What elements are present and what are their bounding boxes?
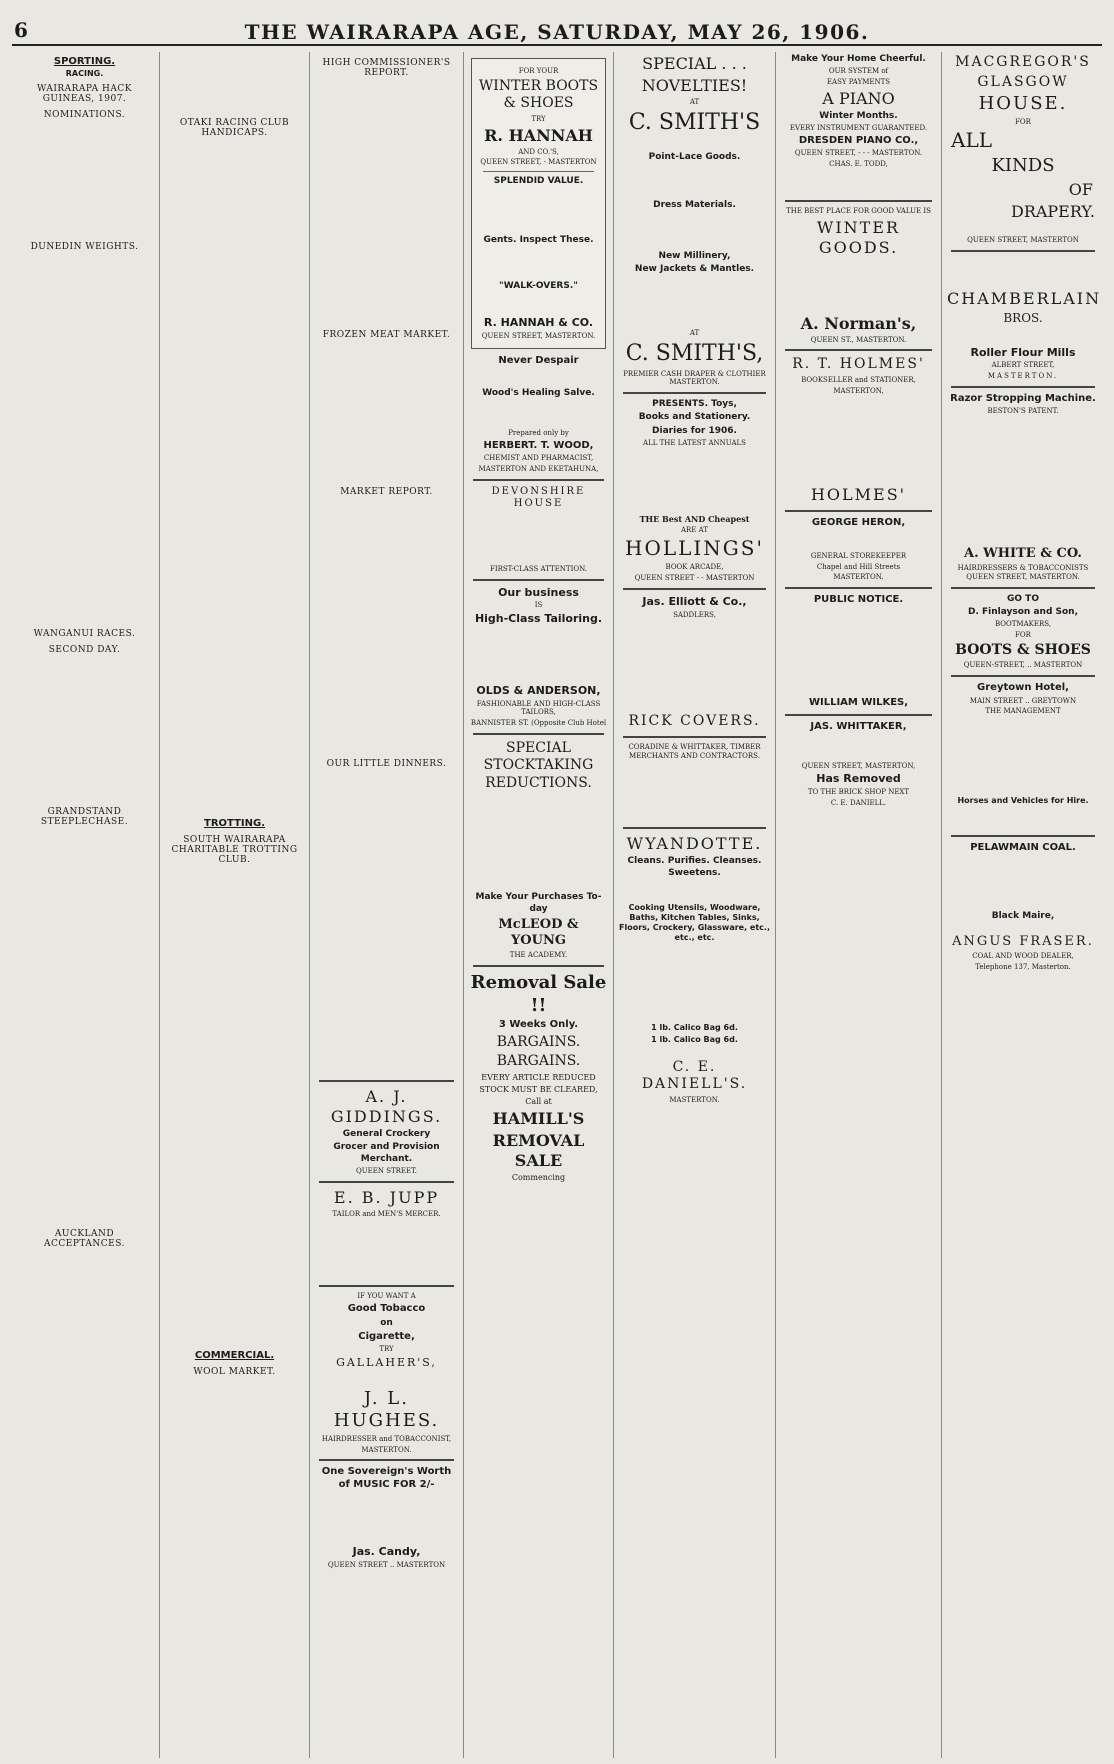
ad-headline: Make Your Home Cheerful. — [791, 54, 926, 64]
ad-headline: NOVELTIES! — [641, 76, 748, 95]
ad-address: QUEEN STREET, - - - MASTERTON. — [794, 149, 923, 158]
ad-line: FASHIONABLE AND HIGH-CLASS TAILORS, — [476, 699, 601, 717]
divider — [951, 675, 1095, 677]
ad-headline: Razor Stropping Machine. — [950, 392, 1096, 404]
ad-line: BOOTMAKERS, — [994, 620, 1052, 629]
ad-hughes-town: MASTERTON. — [361, 1445, 412, 1454]
divider — [785, 587, 932, 589]
ad-name: JAS. WHITTAKER, — [810, 721, 907, 732]
ad-line: HAIRDRESSERS & TOBACCONISTS QUEEN STREET, MASTERTON. — [957, 564, 1089, 581]
ad-name: BROS. — [1003, 310, 1043, 325]
ad-name: MACGREGOR'S — [955, 54, 1091, 70]
ad-subhead: "WALK-OVERS." — [499, 280, 578, 291]
divider — [319, 1285, 454, 1287]
ad-line: COAL AND WOOD DEALER, — [972, 952, 1074, 960]
ad-address: MASTERTON. — [987, 372, 1059, 380]
ad-headline: BOOTS & SHOES — [955, 641, 1091, 658]
divider — [951, 587, 1095, 589]
article-heading: WOOL MARKET. — [193, 1367, 276, 1377]
ad-music: One Sovereign's Worth of MUSIC FOR 2/- — [321, 1466, 452, 1490]
ad-headline: PUBLIC NOTICE. — [813, 594, 904, 605]
ad-crockery: General Crockery — [342, 1129, 431, 1139]
ad-address: QUEEN-STREET, .. MASTERTON — [963, 661, 1083, 670]
ad-name: HAMILL'S — [492, 1108, 585, 1128]
ad-address: MASTERTON. — [669, 1095, 720, 1104]
ad-subhead: Cleans. Purifies. Cleanses. Sweetens. — [627, 856, 762, 878]
ad-line: TRY — [531, 114, 546, 123]
ad-name: HOUSE. — [978, 93, 1068, 114]
ad-line: Commencing — [511, 1172, 566, 1182]
ad-headline: BARGAINS. — [496, 1053, 581, 1069]
ad-line: PREMIER CASH DRAPER & CLOTHIER MASTERTON. — [623, 369, 766, 387]
ad-candy: Jas. Candy, — [352, 1545, 421, 1559]
ad-line: CHAS. E. TODD, — [829, 160, 888, 168]
ad-subhead: 1 lb. Calico Bag 6d. — [651, 1034, 738, 1044]
ad-address: ALBERT STREET, — [991, 361, 1055, 370]
ad-line: EVERY ARTICLE REDUCED — [481, 1072, 596, 1082]
ad-hughes-trade: HAIRDRESSER and TOBACCONIST, — [321, 1434, 452, 1443]
ad-subhead: Cooking Utensils, Woodware, Baths, Kitchen Tables, Sinks, Floors, Crockery, Glassware, etc., etc., etc. — [619, 902, 770, 942]
ad-address: BANNISTER ST. (Opposite Club Hotel — [470, 719, 607, 727]
newspaper-title: THE WAIRARAPA AGE, SATURDAY, MAY 26, 1906. — [244, 20, 870, 44]
ad-name: OLDS & ANDERSON, — [476, 683, 601, 697]
ad-hughes: J. L. HUGHES. — [333, 1387, 440, 1432]
ad-line: C. E. DANIELL. — [830, 798, 887, 807]
ad-headline: Has Removed — [816, 772, 901, 786]
divider — [319, 1181, 454, 1183]
column-racing — [160, 52, 310, 1758]
ad-address: QUEEN STREET - - MASTERTON — [634, 574, 755, 582]
ad-subhead: Make Your Purchases To-day — [475, 892, 602, 914]
ad-address: MASTERTON. — [833, 573, 884, 582]
ad-line: AND CO.'S, — [518, 147, 559, 156]
ad-hannah-boots — [471, 58, 606, 349]
divider — [785, 200, 932, 202]
ad-name: C. SMITH'S — [628, 109, 761, 135]
column-ads-c — [776, 52, 942, 1758]
ad-address: QUEEN ST., MASTERTON. — [810, 335, 907, 344]
commercial-heading: COMMERCIAL. — [194, 1350, 275, 1361]
ad-name: A. Norman's, — [800, 313, 917, 333]
ad-name: DRESDEN PIANO CO., — [798, 134, 919, 146]
ad-subhead: New Millinery, — [658, 250, 731, 261]
ad-line: IS — [534, 601, 543, 610]
column-ads-d — [942, 52, 1104, 1758]
ad-jupp-trade: TAILOR and MEN'S MERCER. — [332, 1209, 441, 1218]
ad-jupp-name: E. B. JUPP — [333, 1187, 440, 1207]
divider — [623, 392, 766, 394]
ad-headline: OF — [1068, 179, 1093, 199]
divider — [473, 733, 604, 735]
ad-line: FOR — [1015, 117, 1031, 126]
ad-name: HERBERT. T. WOOD, — [483, 439, 594, 451]
divider — [785, 510, 932, 512]
divider — [473, 579, 604, 581]
ad-address: MASTERTON AND EKETAHUNA, — [478, 465, 599, 473]
ad-line: FOR — [1015, 631, 1031, 639]
ad-headline: SPECIAL . . . — [642, 54, 747, 73]
divider — [483, 171, 594, 172]
ad-headline: Our business — [498, 585, 579, 599]
ad-headline: Roller Flour Mills — [970, 345, 1076, 359]
ad-name: R. HANNAH & CO. — [483, 315, 594, 329]
ad-name: A. WHITE & CO. — [964, 546, 1082, 561]
ad-headline: WINTER GOODS. — [816, 217, 901, 257]
divider — [473, 965, 604, 967]
ad-headline: Removal Sale !! — [470, 972, 607, 1016]
ad-line: GENERAL STOREKEEPER — [810, 551, 907, 560]
masthead-rule — [12, 44, 1102, 46]
ad-tobacco-try: TRY — [379, 1345, 394, 1354]
article-heading: SOUTH WAIRARAPA CHARITABLE TROTTING CLUB. — [171, 835, 298, 865]
ad-line: BOOK ARCADE, — [665, 563, 724, 572]
ad-address: QUEEN STREET, MASTERTON, — [801, 761, 916, 770]
ad-name: WILLIAM WILKES, — [808, 696, 909, 708]
column-sporting — [10, 52, 160, 1758]
ad-subhead: Books and Stationery. — [638, 412, 751, 423]
ad-line: SADDLERS, — [673, 610, 716, 619]
column-ads-a — [464, 52, 614, 1758]
ad-headline: DRAPERY. — [1010, 201, 1095, 221]
divider — [623, 588, 766, 590]
ad-subhead: Diaries for 1906. — [652, 425, 737, 436]
ad-headline: KINDS — [991, 155, 1055, 177]
ad-line: AT — [689, 98, 700, 106]
sporting-heading: SPORTING. — [53, 56, 116, 67]
ad-headline: PELAWMAIN COAL. — [970, 842, 1076, 853]
racing-heading: RACING. — [65, 69, 104, 78]
ad-address: QUEEN STREET. — [355, 1166, 418, 1175]
ad-headline: DEVONSHIRE HOUSE — [491, 485, 586, 510]
ad-name: GLASGOW — [977, 73, 1069, 90]
ad-subhead: THE Best AND Cheapest — [639, 513, 750, 524]
ad-subhead: New Jackets & Mantles. — [634, 264, 755, 274]
divider — [951, 250, 1095, 252]
ad-line: CHEMIST AND PHARMACIST, — [483, 454, 594, 463]
ad-headline: WYANDOTTE. — [626, 834, 763, 854]
page-number: 6 — [14, 18, 28, 42]
ad-subhead: 1 lb. Calico Bag 6d. — [651, 1022, 738, 1032]
ad-line: ARE AT — [680, 525, 708, 534]
ad-line: FOR YOUR — [518, 67, 559, 75]
divider — [785, 349, 932, 351]
ad-line: AT — [689, 329, 700, 338]
ad-name: CORADINE & WHITTAKER, TIMBER MERCHANTS AND CONTRACTORS. — [628, 742, 761, 760]
ad-name: Jas. Elliott & Co., — [642, 594, 747, 608]
ad-subhead: Wood's Healing Salve. — [482, 387, 595, 398]
ad-name: HOLMES' — [810, 485, 907, 505]
divider — [623, 736, 766, 738]
ad-subhead: PRESENTS. Toys, — [652, 399, 737, 409]
ad-address: MAIN STREET .. GREYTOWN — [969, 696, 1077, 705]
ad-grocer: Grocer and Provision Merchant. — [333, 1142, 440, 1164]
ad-headline: REMOVAL SALE — [492, 1130, 585, 1170]
masthead — [0, 0, 1114, 46]
article-heading: NOMINATIONS. — [43, 110, 126, 120]
ad-subhead: Gents. Inspect These. — [483, 235, 594, 246]
ad-line: STOCK MUST BE CLEARED, — [479, 1084, 598, 1094]
ad-name: HOLLINGS' — [625, 536, 764, 561]
article-heading: MARKET REPORT. — [340, 487, 433, 497]
ad-address: QUEEN STREET, MASTERTON — [967, 235, 1079, 244]
ad-subhead: Winter Months. — [819, 110, 898, 121]
ad-headline: RICK COVERS. — [628, 713, 761, 730]
divider — [623, 827, 766, 829]
ad-headline: SPECIAL STOCKTAKING REDUCTIONS. — [483, 739, 594, 791]
divider — [319, 1459, 454, 1461]
ad-name: C. E. DANIELL'S. — [641, 1058, 748, 1093]
ad-line: EASY PAYMENTS — [826, 78, 891, 86]
ad-giddings-name: A. J. GIDDINGS. — [330, 1087, 443, 1126]
ad-candy-addr: QUEEN STREET .. MASTERTON — [327, 1561, 446, 1569]
ad-subhead: Black Maire, — [991, 910, 1055, 921]
divider — [951, 835, 1095, 837]
article-heading: DUNEDIN WEIGHTS. — [30, 242, 139, 252]
ad-headline: A PIANO — [822, 88, 895, 108]
divider — [473, 479, 604, 481]
ad-address: QUEEN STREET, MASTERTON. — [481, 331, 596, 340]
ad-tobacco-intro: IF YOU WANT A — [357, 1292, 416, 1301]
ad-headline: Never Despair — [498, 355, 579, 367]
ad-headline: High-Class Tailoring. — [474, 612, 603, 625]
ad-subhead: Horses and Vehicles for Hire. — [957, 796, 1089, 805]
ad-tobacco-line: on — [380, 1317, 393, 1328]
ad-line: Prepared only by — [508, 429, 569, 437]
ad-name: CHAMBERLAIN — [947, 288, 1102, 308]
ad-subhead: Dress Materials. — [653, 199, 736, 210]
ad-name: R. HANNAH — [484, 125, 593, 145]
ad-line: Call at — [525, 1096, 552, 1106]
article-heading: AUCKLAND ACCEPTANCES. — [44, 1229, 125, 1249]
column-ads-b — [614, 52, 776, 1758]
ad-line: FIRST-CLASS ATTENTION. — [489, 564, 588, 573]
ad-line: ALL THE LATEST ANNUALS — [643, 438, 746, 447]
ad-address: QUEEN STREET, - MASTERTON — [480, 158, 597, 167]
ad-address: Chapel and Hill Streets — [816, 562, 901, 571]
ad-line: Telephone 137, Masterton. — [975, 962, 1071, 971]
ad-name: D. Finlayson and Son, — [967, 607, 1079, 617]
ad-line: THE MANAGEMENT — [985, 707, 1061, 716]
ad-name: R. T. HOLMES' — [792, 356, 925, 373]
article-heading: OTAKI RACING CLUB HANDICAPS. — [179, 118, 290, 138]
ad-line: BOOKSELLER and STATIONER, — [801, 375, 916, 384]
ad-line: THE ACADEMY. — [509, 951, 568, 960]
ad-subhead: 3 Weeks Only. — [498, 1019, 579, 1030]
ad-address: MASTERTON, — [833, 386, 884, 395]
ad-name: ANGUS FRASER. — [952, 933, 1094, 949]
ad-line: TO THE BRICK SHOP NEXT — [807, 788, 910, 796]
ad-headline: BARGAINS. — [496, 1033, 581, 1050]
ad-name: GEORGE HERON, — [811, 517, 906, 529]
ad-gallaher: GALLAHER'S, — [336, 1356, 437, 1369]
ad-line: BESTON'S PATENT. — [987, 407, 1059, 416]
article-heading: WANGANUI RACES. — [33, 629, 136, 639]
ad-line: THE BEST PLACE FOR GOOD VALUE IS — [786, 206, 931, 215]
divider — [951, 386, 1095, 388]
article-heading: FROZEN MEAT MARKET. — [322, 330, 451, 340]
ad-tobacco-line: Cigarette, — [358, 1330, 415, 1342]
divider — [785, 714, 932, 716]
ad-line: GO TO — [1007, 593, 1039, 604]
ad-headline: ALL — [951, 128, 993, 153]
article-heading: WAIRARAPA HACK GUINEAS, 1907. — [37, 84, 132, 104]
article-heading: GRANDSTAND STEEPLECHASE. — [40, 807, 129, 827]
article-heading: OUR LITTLE DINNERS. — [326, 759, 447, 769]
ad-name: McLEOD & YOUNG — [498, 916, 579, 948]
ad-name: C. SMITH'S, — [625, 341, 764, 366]
trotting-heading: TROTTING. — [204, 818, 265, 829]
ad-name: Greytown Hotel, — [977, 682, 1069, 693]
article-heading: HIGH COMMISSIONER'S REPORT. — [322, 58, 451, 78]
ad-subhead: SPLENDID VALUE. — [493, 176, 584, 186]
ad-headline: WINTER BOOTS & SHOES — [478, 77, 599, 112]
ad-line: OUR SYSTEM of — [828, 67, 889, 76]
article-heading: SECOND DAY. — [48, 645, 121, 655]
ad-tobacco-line: Good Tobacco — [347, 1303, 426, 1314]
ad-subhead: Point-Lace Goods. — [648, 152, 741, 163]
ad-line: EVERY INSTRUMENT GUARANTEED. — [789, 124, 928, 132]
column-reports — [310, 52, 464, 1758]
divider — [319, 1080, 454, 1082]
